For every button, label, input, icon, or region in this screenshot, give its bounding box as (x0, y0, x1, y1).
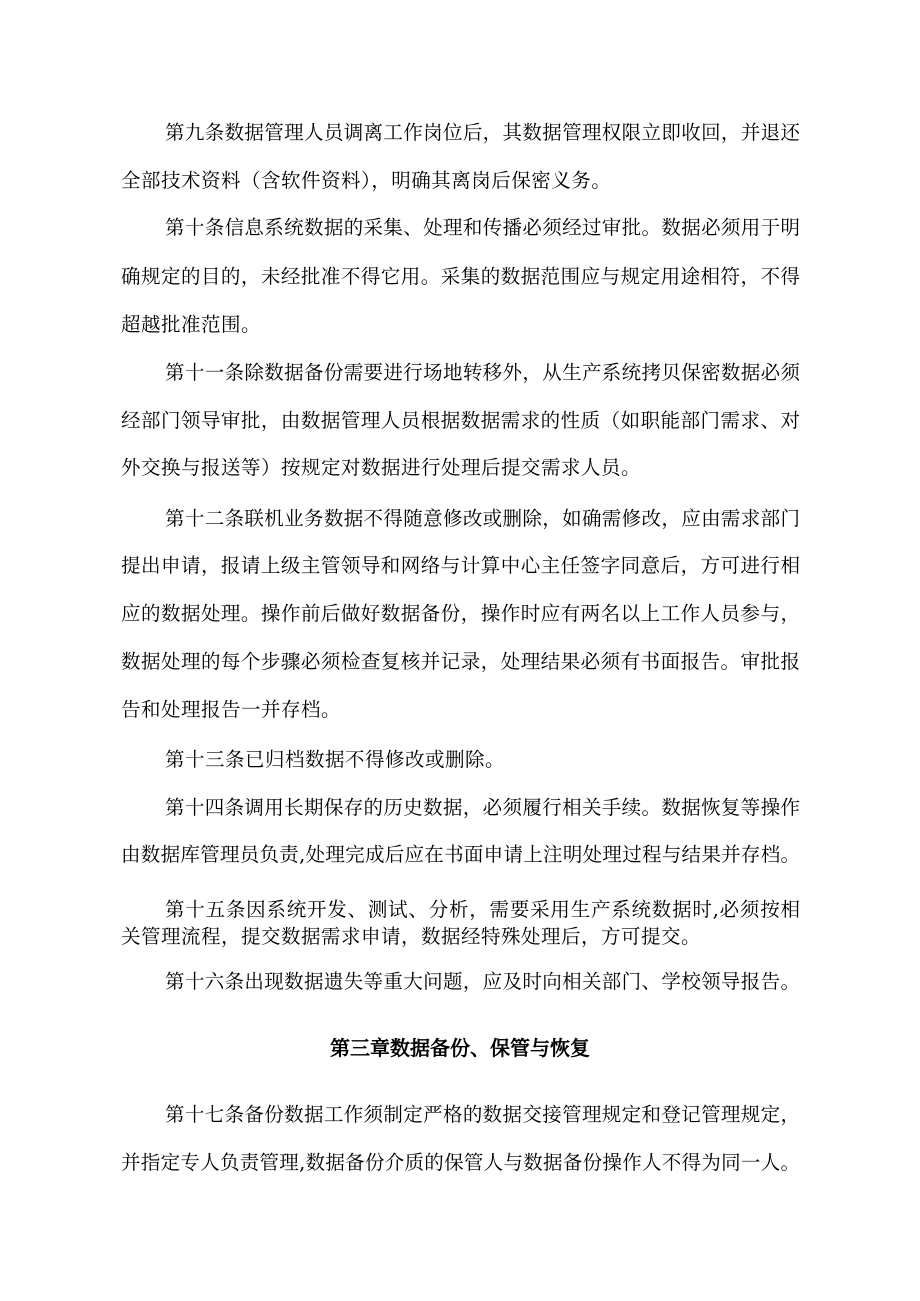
article-line: 第十五条因系统开发、测试、分析，需要采用生产系统数据时,必须按相 (165, 898, 800, 921)
article-line: 第十二条联机业务数据不得随意修改或删除，如确需修改，应由需求部门 (165, 507, 800, 530)
article-line: 外交换与报送等）按规定对数据进行处理后提交需求人员。 (121, 456, 642, 479)
chapter-heading: 第三章数据备份、保管与恢复 (330, 1036, 590, 1060)
article-line: 告和处理报告一并存档。 (121, 698, 342, 721)
article-line: 全部技术资料（含软件资料），明确其离岗后保密义务。 (121, 169, 612, 192)
article-line: 超越批准范围。 (121, 313, 262, 336)
article-line: 经部门领导审批，由数据管理人员根据数据需求的性质（如职能部门需求、对 (121, 409, 800, 432)
article-line: 应的数据处理。操作前后做好数据备份，操作时应有两名以上工作人员参与， (121, 602, 800, 625)
article-line: 关管理流程，提交数据需求申请，数据经特殊处理后，方可提交。 (121, 925, 702, 948)
article-line: 并指定专人负责管理,数据备份介质的保管人与数据备份操作人不得为同一人。 (121, 1151, 800, 1174)
article-line: 第九条数据管理人员调离工作岗位后，其数据管理权限立即收回，并退还 (165, 121, 800, 144)
article-line: 数据处理的每个步骤必须检查复核并记录，处理结果必须有书面报告。审批报 (121, 650, 800, 673)
article-line: 第十三条已归档数据不得修改或删除。 (165, 748, 506, 771)
article-line: 第十六条出现数据遗失等重大问题，应及时向相关部门、学校领导报告。 (165, 970, 800, 993)
article-line: 第十一条除数据备份需要进行场地转移外，从生产系统拷贝保密数据必须 (165, 361, 800, 384)
article-line: 第十条信息系统数据的采集、处理和传播必须经过审批。数据必须用于明 (165, 216, 800, 239)
article-line: 确规定的目的，未经批准不得它用。采集的数据范围应与规定用途相符，不得 (121, 265, 800, 288)
article-line: 第十七条备份数据工作须制定严格的数据交接管理规定和登记管理规定， (165, 1103, 800, 1126)
article-line: 提出申请，报请上级主管领导和网络与计算中心主任签字同意后，方可进行相 (121, 554, 800, 577)
article-line: 由数据库管理员负责,处理完成后应在书面申请上注明处理过程与结果并存档。 (121, 843, 800, 866)
article-line: 第十四条调用长期保存的历史数据，必须履行相关手续。数据恢复等操作 (165, 796, 800, 819)
